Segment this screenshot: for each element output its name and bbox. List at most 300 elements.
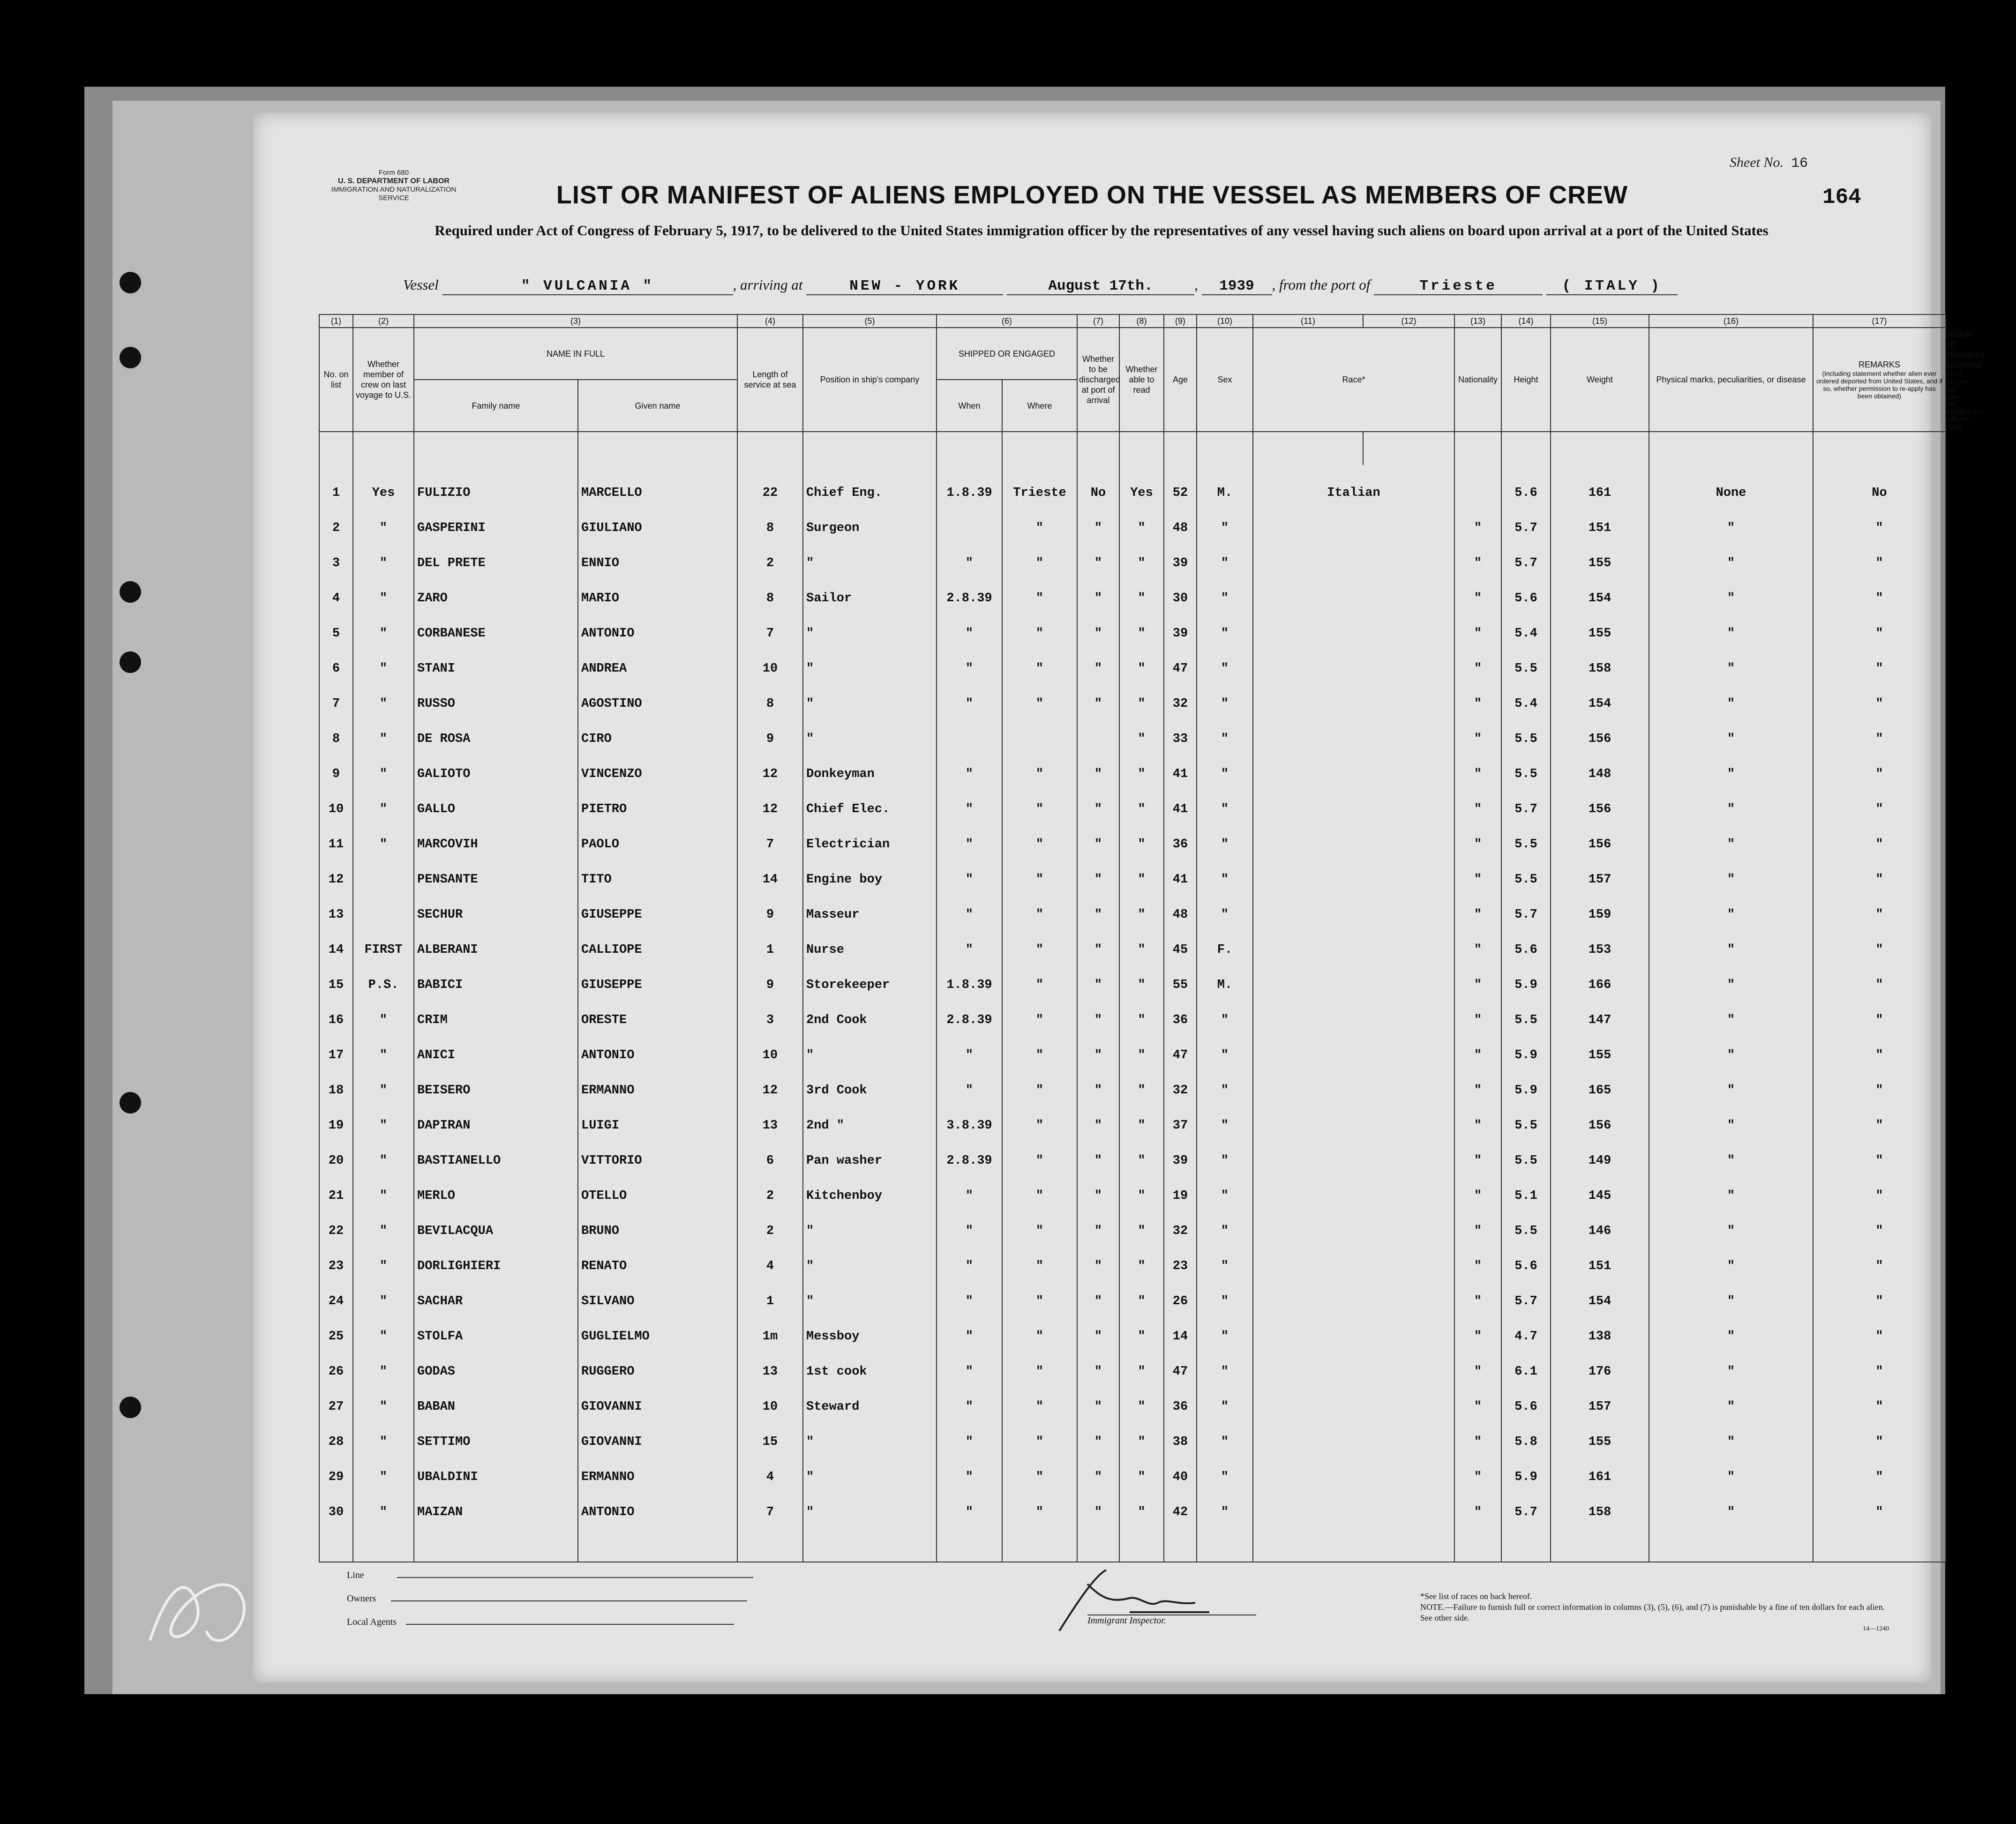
- physical-marks: ": [1649, 676, 1813, 711]
- shipped-where: ": [1002, 957, 1077, 992]
- able-to-read: ": [1119, 992, 1164, 1027]
- physical-marks: ": [1649, 606, 1813, 641]
- shipped-when: ": [937, 1484, 1002, 1519]
- table-row: [319, 1133, 1946, 1168]
- header-position: Position in ship's company: [803, 328, 937, 432]
- col-num: (5): [803, 314, 937, 328]
- crew-member: ": [353, 1027, 414, 1062]
- remarks: ": [1813, 1379, 1946, 1414]
- weight: 159: [1551, 887, 1649, 922]
- physical-marks: ": [1649, 957, 1813, 992]
- weight: 138: [1551, 1308, 1649, 1344]
- physical-marks: ": [1649, 1203, 1813, 1238]
- crew-member: ": [353, 746, 414, 781]
- service-length: 13: [737, 1344, 803, 1379]
- header-where: Where: [1002, 380, 1077, 432]
- shipped-when: ": [937, 922, 1002, 957]
- race: [1253, 1414, 1454, 1449]
- position: Messboy: [803, 1308, 937, 1344]
- remarks: ": [1813, 1344, 1946, 1379]
- family-name: ALBERANI: [414, 922, 578, 957]
- col-num: (4): [737, 314, 803, 328]
- position: ": [803, 641, 937, 676]
- given-name: PAOLO: [578, 816, 737, 852]
- discharged: ": [1077, 1203, 1119, 1238]
- row-number: 9: [319, 746, 353, 781]
- age: 39: [1164, 535, 1197, 570]
- row-number: 28: [319, 1414, 353, 1449]
- position: Steward: [803, 1379, 937, 1414]
- weight: 147: [1551, 992, 1649, 1027]
- departure-port: Trieste: [1374, 278, 1543, 295]
- service-length: 7: [737, 816, 803, 852]
- able-to-read: ": [1119, 606, 1164, 641]
- position: Masseur: [803, 887, 937, 922]
- row-number: 14: [319, 922, 353, 957]
- height: 5.6: [1501, 922, 1551, 957]
- table-row: [319, 992, 1946, 1027]
- age: 41: [1164, 852, 1197, 887]
- position: Nurse: [803, 922, 937, 957]
- nationality: ": [1454, 922, 1501, 957]
- shipped-where: ": [1002, 1379, 1077, 1414]
- header-given: Given name: [578, 380, 737, 432]
- given-name: GUGLIELMO: [578, 1308, 737, 1344]
- header-nationality: Nationality: [1454, 328, 1501, 432]
- discharged: ": [1077, 500, 1119, 535]
- weight: 154: [1551, 676, 1649, 711]
- given-name: OTELLO: [578, 1168, 737, 1203]
- discharged: ": [1077, 1449, 1119, 1484]
- table-row: [319, 1449, 1946, 1484]
- shipped-where: ": [1002, 500, 1077, 535]
- physical-marks: ": [1649, 1414, 1813, 1449]
- race: [1253, 500, 1454, 535]
- remarks: ": [1813, 1098, 1946, 1133]
- crew-member: ": [353, 1308, 414, 1344]
- able-to-read: ": [1119, 1203, 1164, 1238]
- physical-marks: ": [1649, 1133, 1813, 1168]
- weight: 161: [1551, 465, 1649, 500]
- header-no: No. on list: [319, 328, 353, 432]
- service-length: 2: [737, 1203, 803, 1238]
- crew-member: ": [353, 1238, 414, 1273]
- shipped-when: ": [937, 606, 1002, 641]
- nationality: ": [1454, 1238, 1501, 1273]
- race: [1253, 676, 1454, 711]
- nationality: ": [1454, 887, 1501, 922]
- row-number: 6: [319, 641, 353, 676]
- given-name: GIUSEPPE: [578, 887, 737, 922]
- footer-note: [1420, 1591, 1889, 1634]
- age: 36: [1164, 1379, 1197, 1414]
- service-length: 2: [737, 1168, 803, 1203]
- footer-line: [347, 1570, 753, 1581]
- age: 30: [1164, 570, 1197, 606]
- table-row: [319, 1308, 1946, 1344]
- nationality: ": [1454, 992, 1501, 1027]
- age: 39: [1164, 1133, 1197, 1168]
- sex: ": [1197, 1273, 1253, 1308]
- nationality: ": [1454, 1344, 1501, 1379]
- weight: 166: [1551, 957, 1649, 992]
- vessel-label: Vessel: [403, 277, 439, 293]
- sex: ": [1197, 1379, 1253, 1414]
- discharged: ": [1077, 1238, 1119, 1273]
- sex: ": [1197, 1238, 1253, 1273]
- remarks: ": [1813, 1449, 1946, 1484]
- position: ": [803, 606, 937, 641]
- age: 32: [1164, 1062, 1197, 1098]
- physical-marks: ": [1649, 1027, 1813, 1062]
- crew-member: ": [353, 1379, 414, 1414]
- sex: F.: [1197, 922, 1253, 957]
- race: [1253, 922, 1454, 957]
- sex: ": [1197, 1027, 1253, 1062]
- family-name: DE ROSA: [414, 711, 578, 746]
- sheet-number: [1730, 155, 1808, 172]
- family-name: GALLO: [414, 781, 578, 816]
- crew-member: ": [353, 781, 414, 816]
- race: [1253, 1308, 1454, 1344]
- discharged: ": [1077, 1344, 1119, 1379]
- sex: ": [1197, 816, 1253, 852]
- nationality: ": [1454, 1168, 1501, 1203]
- sex: ": [1197, 676, 1253, 711]
- height: 5.1: [1501, 1168, 1551, 1203]
- given-name: ERMANNO: [578, 1449, 737, 1484]
- race: [1253, 1238, 1454, 1273]
- physical-marks: ": [1649, 887, 1813, 922]
- nationality: ": [1454, 1379, 1501, 1414]
- from-label: , from the port of: [1272, 277, 1371, 293]
- given-name: GIOVANNI: [578, 1379, 737, 1414]
- height: 5.6: [1501, 1379, 1551, 1414]
- shipped-when: ": [937, 1273, 1002, 1308]
- sex: ": [1197, 570, 1253, 606]
- row-number: 12: [319, 852, 353, 887]
- arrival-year: 1939: [1202, 278, 1272, 295]
- weight: 154: [1551, 1273, 1649, 1308]
- family-name: STANI: [414, 641, 578, 676]
- service-length: 9: [737, 957, 803, 992]
- physical-marks: ": [1649, 781, 1813, 816]
- weight: 165: [1551, 1062, 1649, 1098]
- weight: 155: [1551, 1414, 1649, 1449]
- service-length: 10: [737, 1027, 803, 1062]
- binder-hole: [120, 1092, 141, 1114]
- height: 5.9: [1501, 957, 1551, 992]
- crew-member: ": [353, 535, 414, 570]
- discharged: ": [1077, 1484, 1119, 1519]
- service-name: IMMIGRATION AND NATURALIZATION SERVICE: [331, 186, 457, 202]
- physical-marks: ": [1649, 1449, 1813, 1484]
- race: [1253, 1027, 1454, 1062]
- height: 5.5: [1501, 992, 1551, 1027]
- given-name: GIUSEPPE: [578, 957, 737, 992]
- inspector-signature: [1017, 1556, 1252, 1650]
- remarks: ": [1813, 922, 1946, 957]
- arrival-port: NEW - YORK: [806, 278, 1003, 295]
- sex: ": [1197, 1168, 1253, 1203]
- given-name: ENNIO: [578, 535, 737, 570]
- remarks: No: [1813, 465, 1946, 500]
- position: ": [803, 1484, 937, 1519]
- sex: ": [1197, 992, 1253, 1027]
- table-row: [319, 1414, 1946, 1449]
- table-row: [319, 816, 1946, 852]
- row-number: 2: [319, 500, 353, 535]
- crew-member: ": [353, 1168, 414, 1203]
- sex: ": [1197, 887, 1253, 922]
- col-num: (13): [1454, 314, 1501, 328]
- sex: ": [1197, 711, 1253, 746]
- column-header-row: No. on list Whether member of crew on last voyage to U.S. NAME IN FULL Length of service at sea Position in ship's company SHIPPED OR ENGAGED Whether to be discharged at port of arrival Whether able to read Age Sex Race* Nationality Height Weight Physical marks, peculiarities, or disease REMARKS (Including statement whether alien ever ordered deported from United States, and if so, whether permission to re-apply has been obtained) Action of Immigrant Inspector (This column for use of Government officials only): [319, 328, 1946, 380]
- discharged: ": [1077, 1308, 1119, 1344]
- weight: 176: [1551, 1344, 1649, 1379]
- race: [1253, 992, 1454, 1027]
- position: 1st cook: [803, 1344, 937, 1379]
- discharged: ": [1077, 922, 1119, 957]
- shipped-when: 3.8.39: [937, 1098, 1002, 1133]
- service-length: 22: [737, 465, 803, 500]
- position: Chief Elec.: [803, 781, 937, 816]
- row-number: 21: [319, 1168, 353, 1203]
- table-row: [319, 887, 1946, 922]
- physical-marks: ": [1649, 570, 1813, 606]
- row-number: 5: [319, 606, 353, 641]
- age: 36: [1164, 816, 1197, 852]
- shipped-when: 1.8.39: [937, 465, 1002, 500]
- service-length: 7: [737, 606, 803, 641]
- crew-member: ": [353, 711, 414, 746]
- physical-marks: ": [1649, 711, 1813, 746]
- given-name: BRUNO: [578, 1203, 737, 1238]
- weight: 158: [1551, 641, 1649, 676]
- shipped-where: ": [1002, 535, 1077, 570]
- column-number-row: [319, 314, 1946, 328]
- crew-member: ": [353, 1062, 414, 1098]
- shipped-where: ": [1002, 1098, 1077, 1133]
- shipped-where: ": [1002, 887, 1077, 922]
- shipped-where: ": [1002, 1414, 1077, 1449]
- shipped-where: Trieste: [1002, 465, 1077, 500]
- table-row: [319, 606, 1946, 641]
- able-to-read: ": [1119, 1449, 1164, 1484]
- age: 41: [1164, 781, 1197, 816]
- shipped-when: 1.8.39: [937, 957, 1002, 992]
- height: 5.7: [1501, 500, 1551, 535]
- service-length: 1: [737, 1273, 803, 1308]
- able-to-read: ": [1119, 957, 1164, 992]
- sex: ": [1197, 1203, 1253, 1238]
- header-age: Age: [1164, 328, 1197, 432]
- given-name: ANTONIO: [578, 1484, 737, 1519]
- weight: 156: [1551, 1098, 1649, 1133]
- remarks: ": [1813, 1238, 1946, 1273]
- age: 47: [1164, 1344, 1197, 1379]
- race: [1253, 957, 1454, 992]
- crew-member: ": [353, 1133, 414, 1168]
- physical-marks: ": [1649, 1062, 1813, 1098]
- family-name: BEVILACQUA: [414, 1203, 578, 1238]
- shipped-where: ": [1002, 676, 1077, 711]
- sex: ": [1197, 641, 1253, 676]
- nationality: [1454, 465, 1501, 500]
- family-name: BABAN: [414, 1379, 578, 1414]
- weight: 155: [1551, 1027, 1649, 1062]
- age: 45: [1164, 922, 1197, 957]
- shipped-when: ": [937, 1168, 1002, 1203]
- service-length: 7: [737, 1484, 803, 1519]
- row-number: 27: [319, 1379, 353, 1414]
- col-num: (7): [1077, 314, 1119, 328]
- discharged: ": [1077, 746, 1119, 781]
- nationality: ": [1454, 746, 1501, 781]
- service-length: 15: [737, 1414, 803, 1449]
- table-row: [319, 711, 1946, 746]
- family-name: FULIZIO: [414, 465, 578, 500]
- row-number: 22: [319, 1203, 353, 1238]
- shipped-when: ": [937, 746, 1002, 781]
- service-length: 12: [737, 746, 803, 781]
- family-name: STOLFA: [414, 1308, 578, 1344]
- discharged: ": [1077, 781, 1119, 816]
- position: Kitchenboy: [803, 1168, 937, 1203]
- height: 5.6: [1501, 1238, 1551, 1273]
- able-to-read: ": [1119, 1308, 1164, 1344]
- row-number: 24: [319, 1273, 353, 1308]
- crew-member: FIRST: [353, 922, 414, 957]
- given-name: ANTONIO: [578, 1027, 737, 1062]
- col-num: (3): [414, 314, 737, 328]
- weight: 157: [1551, 1379, 1649, 1414]
- col-num: (1): [319, 314, 353, 328]
- crew-member: ": [353, 1273, 414, 1308]
- position: ": [803, 1238, 937, 1273]
- weight: 148: [1551, 746, 1649, 781]
- physical-marks: ": [1649, 746, 1813, 781]
- print-code: 14—1240: [1863, 1625, 1889, 1632]
- handwritten-mark: [131, 1547, 272, 1668]
- table-row: [319, 957, 1946, 992]
- shipped-where: ": [1002, 1168, 1077, 1203]
- given-name: GIOVANNI: [578, 1414, 737, 1449]
- binder-hole: [120, 347, 141, 368]
- height: 5.5: [1501, 711, 1551, 746]
- physical-marks: ": [1649, 852, 1813, 887]
- age: 41: [1164, 746, 1197, 781]
- age: 48: [1164, 500, 1197, 535]
- fine-note: NOTE.—Failure to furnish full or correct information in columns (3), (5), (6), and (7) is punishable by a fine of ten dollars for each alien. See other side.: [1420, 1602, 1885, 1622]
- remarks: ": [1813, 1414, 1946, 1449]
- table-row: [319, 465, 1946, 500]
- table-row: [319, 500, 1946, 535]
- nationality: ": [1454, 957, 1501, 992]
- table-row: [319, 676, 1946, 711]
- col-num: (12): [1363, 314, 1454, 328]
- page-title: LIST OR MANIFEST OF ALIENS EMPLOYED ON THE VESSEL AS MEMBERS OF CREW: [556, 181, 1628, 209]
- sheet-label: Sheet No.: [1730, 155, 1784, 170]
- sex: ": [1197, 1133, 1253, 1168]
- table-row: [319, 641, 1946, 676]
- crew-member: P.S.: [353, 957, 414, 992]
- manifest-body: [319, 432, 1946, 1562]
- weight: 145: [1551, 1168, 1649, 1203]
- race: [1253, 781, 1454, 816]
- nationality: ": [1454, 606, 1501, 641]
- given-name: CALLIOPE: [578, 922, 737, 957]
- row-number: 26: [319, 1344, 353, 1379]
- sex: ": [1197, 535, 1253, 570]
- row-number: 20: [319, 1133, 353, 1168]
- age: 55: [1164, 957, 1197, 992]
- family-name: GASPERINI: [414, 500, 578, 535]
- physical-marks: None: [1649, 465, 1813, 500]
- family-name: GALIOTO: [414, 746, 578, 781]
- col-num: (14): [1501, 314, 1551, 328]
- family-name: MERLO: [414, 1168, 578, 1203]
- header-height: Height: [1501, 328, 1551, 432]
- position: Sailor: [803, 570, 937, 606]
- arriving-label: , arriving at: [733, 277, 803, 293]
- age: 36: [1164, 992, 1197, 1027]
- nationality: ": [1454, 570, 1501, 606]
- discharged: ": [1077, 852, 1119, 887]
- remarks: ": [1813, 992, 1946, 1027]
- height: 5.4: [1501, 606, 1551, 641]
- sex: M.: [1197, 957, 1253, 992]
- nationality: ": [1454, 781, 1501, 816]
- position: ": [803, 676, 937, 711]
- discharged: ": [1077, 1414, 1119, 1449]
- service-length: 10: [737, 1379, 803, 1414]
- race: [1253, 1484, 1454, 1519]
- crew-member: Yes: [353, 465, 414, 500]
- height: 4.7: [1501, 1308, 1551, 1344]
- able-to-read: ": [1119, 1098, 1164, 1133]
- position: 3rd Cook: [803, 1062, 937, 1098]
- weight: 149: [1551, 1133, 1649, 1168]
- shipped-where: ": [1002, 1062, 1077, 1098]
- height: 5.5: [1501, 746, 1551, 781]
- nationality: ": [1454, 1203, 1501, 1238]
- position: ": [803, 711, 937, 746]
- shipped-where: ": [1002, 1203, 1077, 1238]
- shipped-where: ": [1002, 1308, 1077, 1344]
- binder-hole: [120, 1397, 141, 1418]
- nationality: ": [1454, 1062, 1501, 1098]
- given-name: LUIGI: [578, 1098, 737, 1133]
- weight: 156: [1551, 711, 1649, 746]
- able-to-read: ": [1119, 676, 1164, 711]
- shipped-when: ": [937, 1238, 1002, 1273]
- service-length: 1m: [737, 1308, 803, 1344]
- discharged: ": [1077, 957, 1119, 992]
- col-num: (6): [937, 314, 1077, 328]
- service-length: 13: [737, 1098, 803, 1133]
- race: [1253, 816, 1454, 852]
- discharged: ": [1077, 887, 1119, 922]
- crew-member: ": [353, 992, 414, 1027]
- given-name: PIETRO: [578, 781, 737, 816]
- height: 6.1: [1501, 1344, 1551, 1379]
- position: ": [803, 1027, 937, 1062]
- position: Engine boy: [803, 852, 937, 887]
- shipped-when: [937, 711, 1002, 746]
- height: 5.5: [1501, 852, 1551, 887]
- race: [1253, 1062, 1454, 1098]
